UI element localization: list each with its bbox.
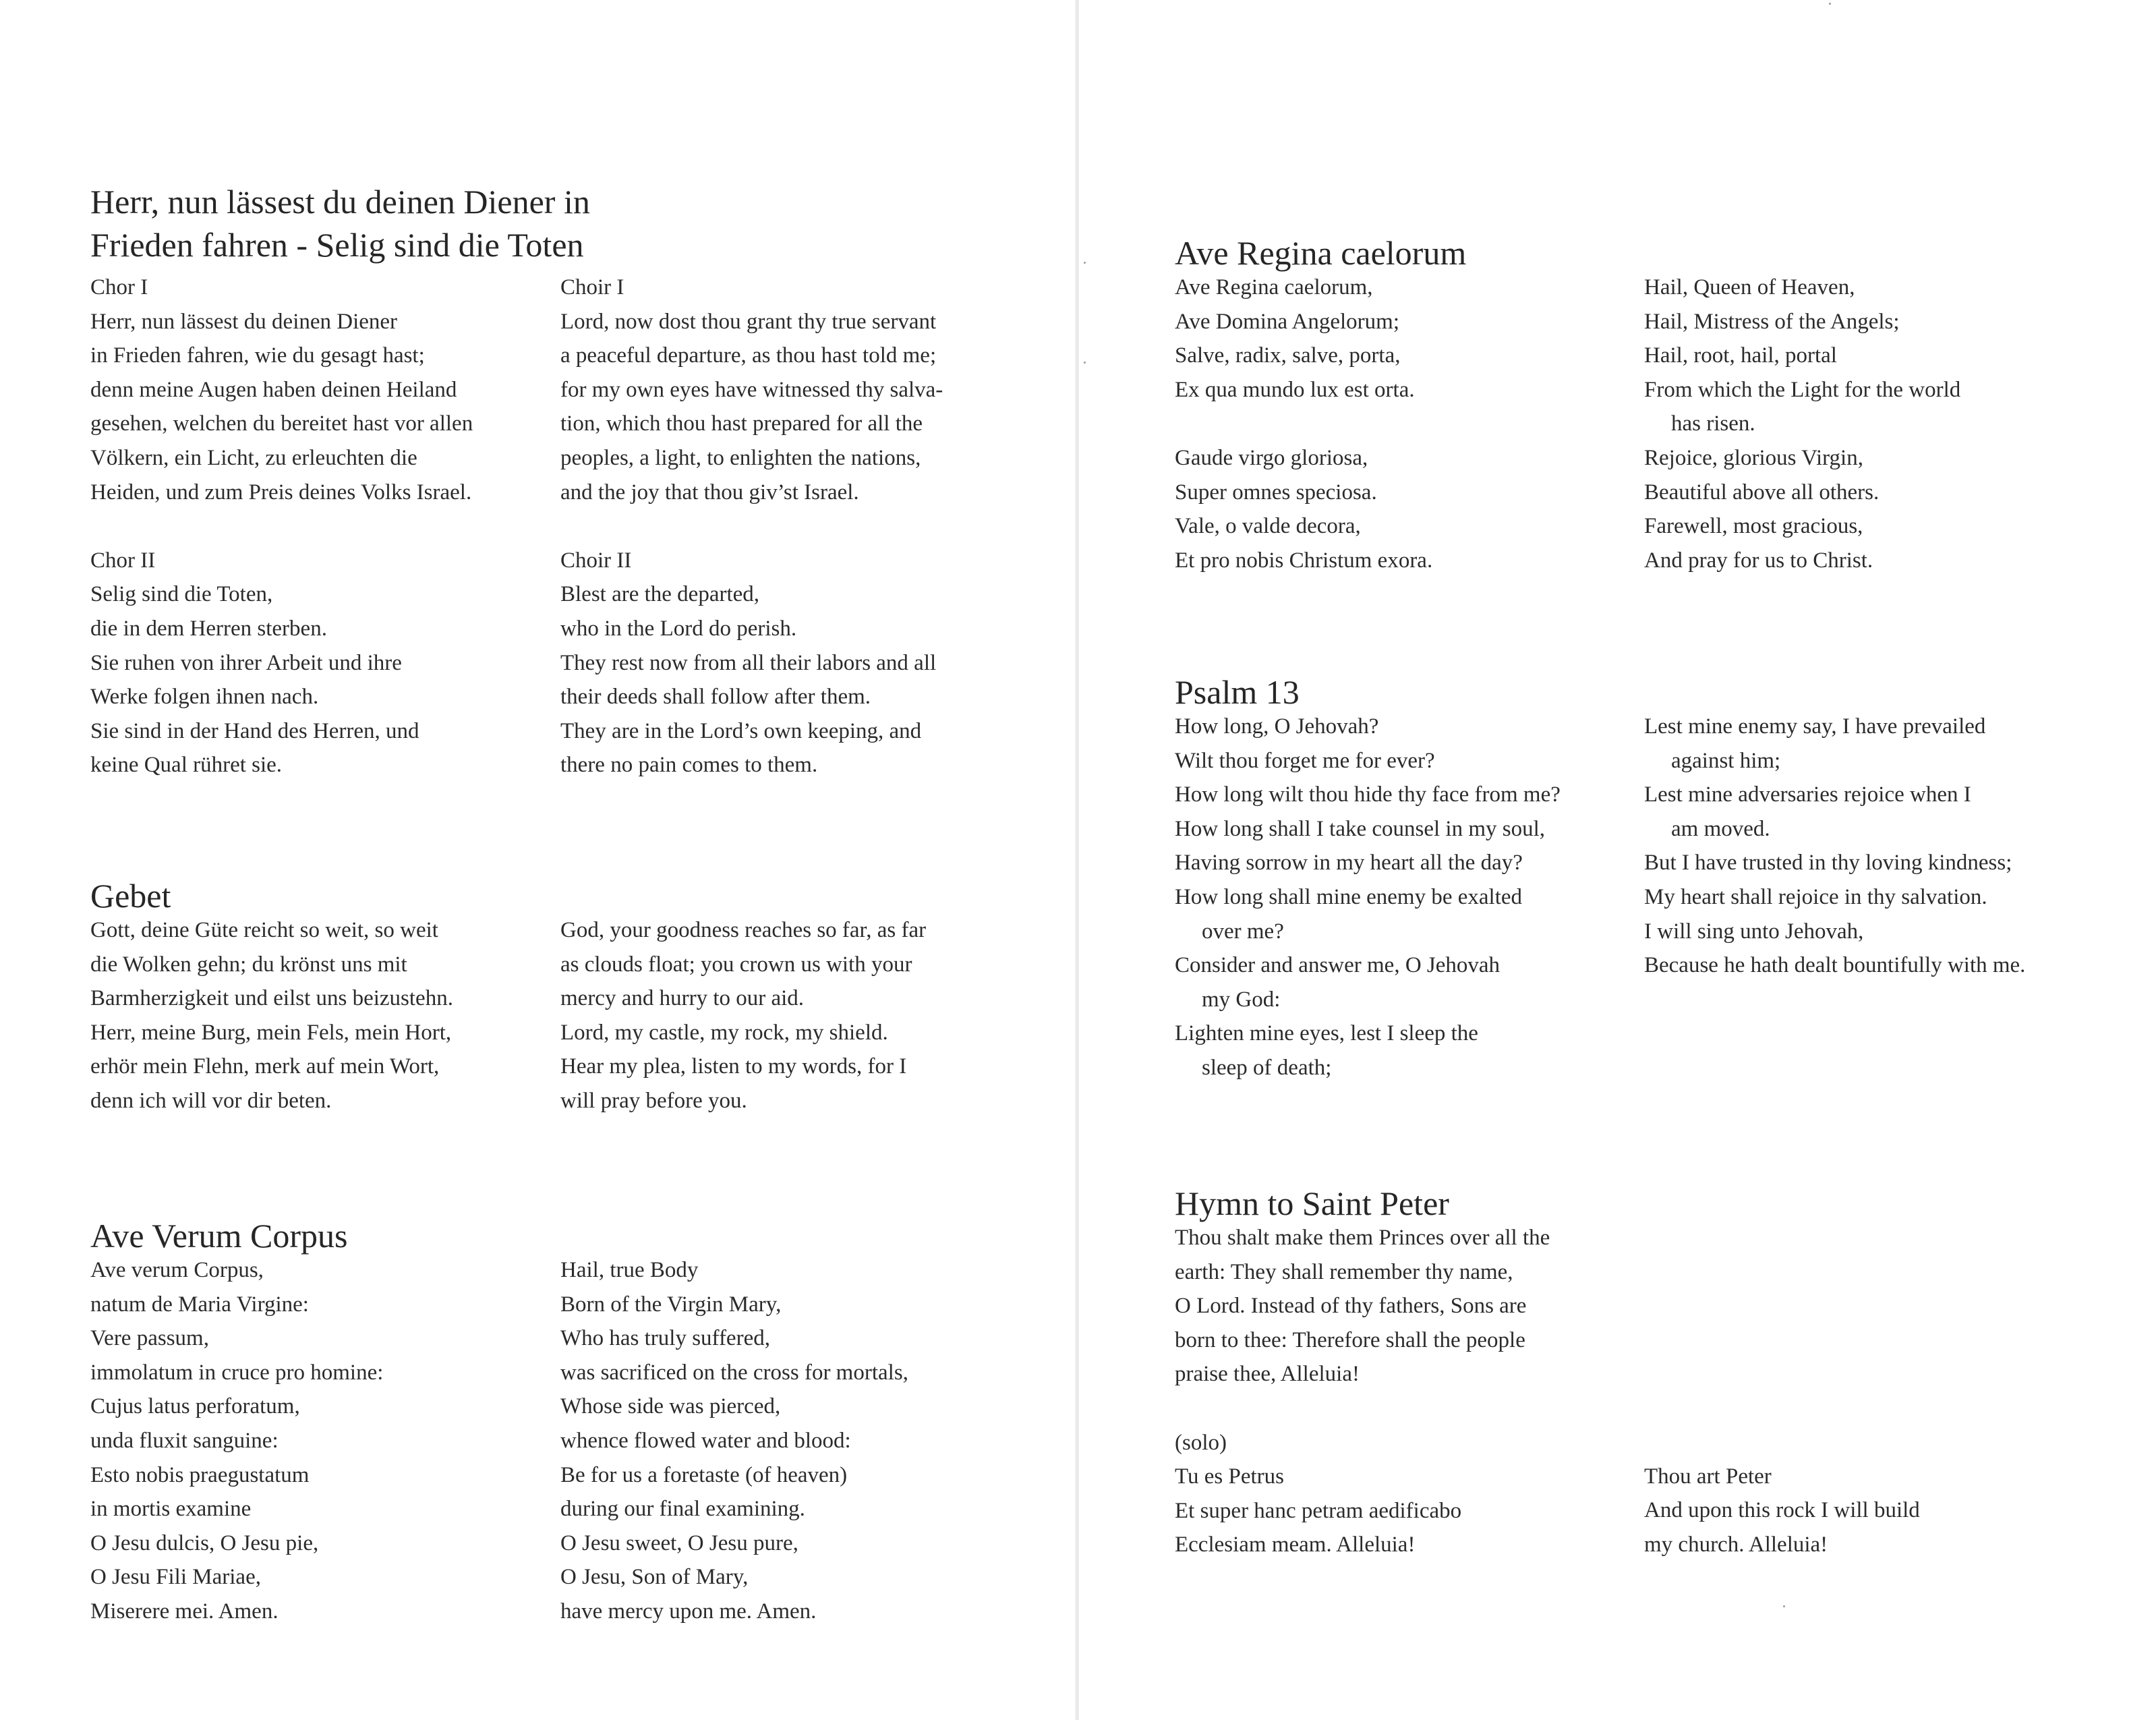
gebet-title: Gebet: [90, 877, 171, 915]
text-line: die in dem Herren sterben.: [90, 616, 327, 641]
left-page: [0, 0, 1076, 1720]
text-line: How long, O Jehovah?: [1175, 714, 1379, 739]
text-line: Ecclesiam meam. Alleluia!: [1175, 1532, 1416, 1557]
text-line: Cujus latus perforatum,: [90, 1394, 300, 1419]
text-line: natum de Maria Virgine:: [90, 1292, 309, 1317]
text-line: in mortis examine: [90, 1497, 252, 1522]
text-line: as clouds float; you crown us with your: [560, 952, 912, 977]
text-line: Choir II: [560, 548, 632, 573]
text-line: Hail, Queen of Heaven,: [1644, 275, 1855, 299]
text-line: in Frieden fahren, wie du gesagt hast;: [90, 343, 425, 368]
psalm13-column-two: [1644, 710, 2025, 983]
blank-line: [560, 509, 943, 544]
text-line: And pray for us to Christ.: [1644, 548, 1873, 573]
text-line: over me?: [1202, 919, 1284, 944]
text-line: their deeds shall follow after them.: [560, 685, 871, 710]
text-line: Rejoice, glorious Virgin,: [1644, 445, 1863, 470]
text-line: whence flowed water and blood:: [560, 1428, 851, 1453]
text-line: during our final examining.: [560, 1497, 805, 1522]
text-line: O Jesu dulcis, O Jesu pie,: [90, 1530, 319, 1555]
gebet-section: [90, 874, 1048, 1130]
text-line: Ave Regina caelorum,: [1175, 275, 1373, 299]
text-line: O Lord. Instead of thy fathers, Sons are: [1175, 1294, 1527, 1319]
paper-speck: [1829, 3, 1831, 5]
text-line: Lord, now dost thou grant thy true servant: [560, 309, 937, 334]
text-line: From which the Light for the world: [1644, 377, 1961, 402]
text-line: Salve, radix, salve, porta,: [1175, 343, 1401, 368]
text-line: against him;: [1671, 748, 1781, 773]
text-line: Hail, true Body: [560, 1258, 699, 1282]
text-line: Tu es Petrus: [1175, 1464, 1284, 1489]
text-line: keine Qual rühret sie.: [90, 753, 283, 778]
ave-regina-latin-column: [1175, 270, 1432, 577]
text-line: Chor I: [90, 275, 148, 299]
herr-title-line: Frieden fahren - Selig sind die Toten: [90, 226, 584, 264]
text-line: How long shall mine enemy be exalted: [1175, 884, 1523, 909]
text-line: Miserere mei. Amen.: [90, 1599, 279, 1624]
text-line: Thou art Peter: [1644, 1464, 1772, 1489]
text-line: for my own eyes have witnessed thy salva-: [560, 377, 943, 402]
gebet-german-column: [90, 913, 453, 1118]
hymn-text-column: [1175, 1221, 1550, 1562]
text-line: Whose side was pierced,: [560, 1394, 781, 1419]
ave-verum-section: [90, 1214, 1048, 1646]
text-line: Because he hath dealt bountifully with me.: [1644, 953, 2026, 978]
text-line: my church. Alleluia!: [1644, 1532, 1828, 1557]
text-line: Hear my plea, listen to my words, for I: [560, 1054, 907, 1079]
text-line: Lord, my castle, my rock, my shield.: [560, 1020, 888, 1045]
hymn-english-column: [1644, 1460, 1920, 1562]
text-line: mercy and hurry to our aid.: [560, 986, 805, 1011]
text-line: Thou shalt make them Princes over all the: [1175, 1226, 1550, 1250]
text-line: and the joy that thou giv’st Israel.: [560, 480, 859, 505]
text-line: Werke folgen ihnen nach.: [90, 685, 319, 710]
text-line: Gaude virgo gloriosa,: [1175, 445, 1368, 470]
gebet-english-column: [560, 913, 926, 1118]
text-line: They are in the Lord’s own keeping, and: [560, 718, 922, 743]
text-line: I will sing unto Jehovah,: [1644, 919, 1864, 944]
text-line: Lighten mine eyes, lest I sleep the: [1175, 1021, 1478, 1046]
text-line: praise thee, Alleluia!: [1175, 1362, 1360, 1387]
text-line: Ex qua mundo lux est orta.: [1175, 377, 1415, 402]
text-line: denn meine Augen haben deinen Heiland: [90, 377, 457, 402]
text-line: God, your goodness reaches so far, as far: [560, 918, 927, 942]
paper-speck: [1783, 1605, 1785, 1607]
text-line: was sacrificed on the cross for mortals,: [560, 1360, 908, 1385]
hymn-section: [1175, 1182, 2132, 1586]
text-line: earth: They shall remember thy name,: [1175, 1259, 1513, 1284]
text-line: How long shall I take counsel in my soul,: [1175, 816, 1546, 841]
text-line: immolatum in cruce pro homine:: [90, 1360, 384, 1385]
herr-english-column: [560, 270, 943, 782]
text-line: Farewell, most gracious,: [1644, 514, 1863, 539]
text-line: will pray before you.: [560, 1088, 747, 1113]
ave-verum-latin-column: [90, 1253, 383, 1629]
text-line: have mercy upon me. Amen.: [560, 1599, 817, 1624]
text-line: am moved.: [1671, 816, 1770, 841]
ave-regina-section: [1175, 231, 2132, 596]
text-line: denn ich will vor dir beten.: [90, 1088, 332, 1113]
text-line: Choir I: [560, 275, 624, 299]
text-line: Hail, Mistress of the Angels;: [1644, 309, 1900, 334]
text-line: They rest now from all their labors and all: [560, 650, 937, 675]
herr-section: [90, 180, 1048, 787]
ave-verum-english-column: [560, 1253, 908, 1629]
text-line: erhör mein Flehn, merk auf mein Wort,: [90, 1054, 440, 1079]
text-line: Consider and answer me, O Jehovah: [1175, 953, 1501, 978]
text-line: Wilt thou forget me for ever?: [1175, 748, 1435, 773]
text-line: Herr, nun lässest du deinen Diener: [90, 309, 398, 334]
text-line: O Jesu Fili Mariae,: [90, 1565, 261, 1590]
text-line: has risen.: [1671, 411, 1755, 436]
text-line: Herr, meine Burg, mein Fels, mein Hort,: [90, 1020, 452, 1045]
text-line: And upon this rock I will build: [1644, 1498, 1920, 1523]
text-line: Heiden, und zum Preis deines Volks Israel.: [90, 480, 472, 505]
text-line: Lest mine adversaries rejoice when I: [1644, 782, 1971, 807]
text-line: gesehen, welchen du bereitet hast vor allen: [90, 411, 473, 436]
text-line: my God:: [1202, 987, 1281, 1012]
text-line: Vale, o valde decora,: [1175, 514, 1361, 539]
herr-title: [90, 180, 1048, 266]
text-line: Be for us a foretaste (of heaven): [560, 1462, 848, 1487]
text-line: who in the Lord do perish.: [560, 616, 797, 641]
text-line: Having sorrow in my heart all the day?: [1175, 851, 1523, 876]
text-line: O Jesu sweet, O Jesu pure,: [560, 1530, 798, 1555]
text-line: Esto nobis praegustatum: [90, 1462, 310, 1487]
text-line: a peaceful departure, as thou hast told me;: [560, 343, 937, 368]
text-line: Chor II: [90, 548, 156, 573]
text-line: Hail, root, hail, portal: [1644, 343, 1837, 368]
text-line: Barmherzigkeit und eilst uns beizustehn.: [90, 986, 453, 1011]
text-line: How long wilt thou hide thy face from me?: [1175, 782, 1561, 807]
text-line: Ave verum Corpus,: [90, 1258, 264, 1282]
text-line: Selig sind die Toten,: [90, 582, 273, 607]
text-line: die Wolken gehn; du krönst uns mit: [90, 952, 407, 977]
text-line: Ave Domina Angelorum;: [1175, 309, 1399, 334]
text-line: there no pain comes to them.: [560, 753, 818, 778]
text-line: Beautiful above all others.: [1644, 480, 1880, 505]
text-line: Blest are the departed,: [560, 582, 760, 607]
text-line: Sie sind in der Hand des Herren, und: [90, 718, 419, 743]
text-line: Völkern, ein Licht, zu erleuchten die: [90, 445, 417, 470]
text-line: (solo): [1175, 1430, 1227, 1455]
blank-line: [1175, 1392, 1550, 1426]
text-line: My heart shall rejoice in thy salvation.: [1644, 884, 1987, 909]
hymn-title: Hymn to Saint Peter: [1175, 1184, 1449, 1222]
text-line: Et super hanc petram aedificabo: [1175, 1498, 1462, 1523]
text-line: Who has truly suffered,: [560, 1326, 770, 1351]
text-line: Gott, deine Güte reicht so weit, so weit: [90, 918, 438, 942]
text-line: Sie ruhen von ihrer Arbeit und ihre: [90, 650, 402, 675]
psalm13-section: [1175, 670, 2146, 1102]
right-page: [1079, 0, 2156, 1720]
herr-title-line: Herr, nun lässest du deinen Diener in: [90, 183, 590, 221]
text-line: But I have trusted in thy loving kindness;: [1644, 851, 2012, 876]
blank-line: [1175, 407, 1432, 441]
psalm13-title: Psalm 13: [1175, 673, 1300, 711]
ave-regina-title: Ave Regina caelorum: [1175, 234, 1467, 272]
text-line: Lest mine enemy say, I have prevailed: [1644, 714, 1986, 739]
herr-german-column: [90, 270, 473, 782]
text-line: Born of the Virgin Mary,: [560, 1292, 782, 1317]
paper-speck: [1084, 262, 1086, 264]
text-line: peoples, a light, to enlighten the nations,: [560, 445, 921, 470]
text-line: tion, which thou hast prepared for all the: [560, 411, 923, 436]
text-line: Vere passum,: [90, 1326, 209, 1351]
text-line: O Jesu, Son of Mary,: [560, 1565, 749, 1590]
text-line: sleep of death;: [1202, 1055, 1332, 1080]
blank-line: [90, 509, 473, 544]
ave-verum-title: Ave Verum Corpus: [90, 1217, 348, 1255]
text-line: Et pro nobis Christum exora.: [1175, 548, 1433, 573]
text-line: unda fluxit sanguine:: [90, 1428, 279, 1453]
text-line: Super omnes speciosa.: [1175, 480, 1377, 505]
psalm13-column-one: [1175, 710, 1561, 1085]
paper-speck: [1084, 362, 1086, 364]
text-line: born to thee: Therefore shall the people: [1175, 1327, 1525, 1352]
ave-regina-english-column: [1644, 270, 1960, 577]
